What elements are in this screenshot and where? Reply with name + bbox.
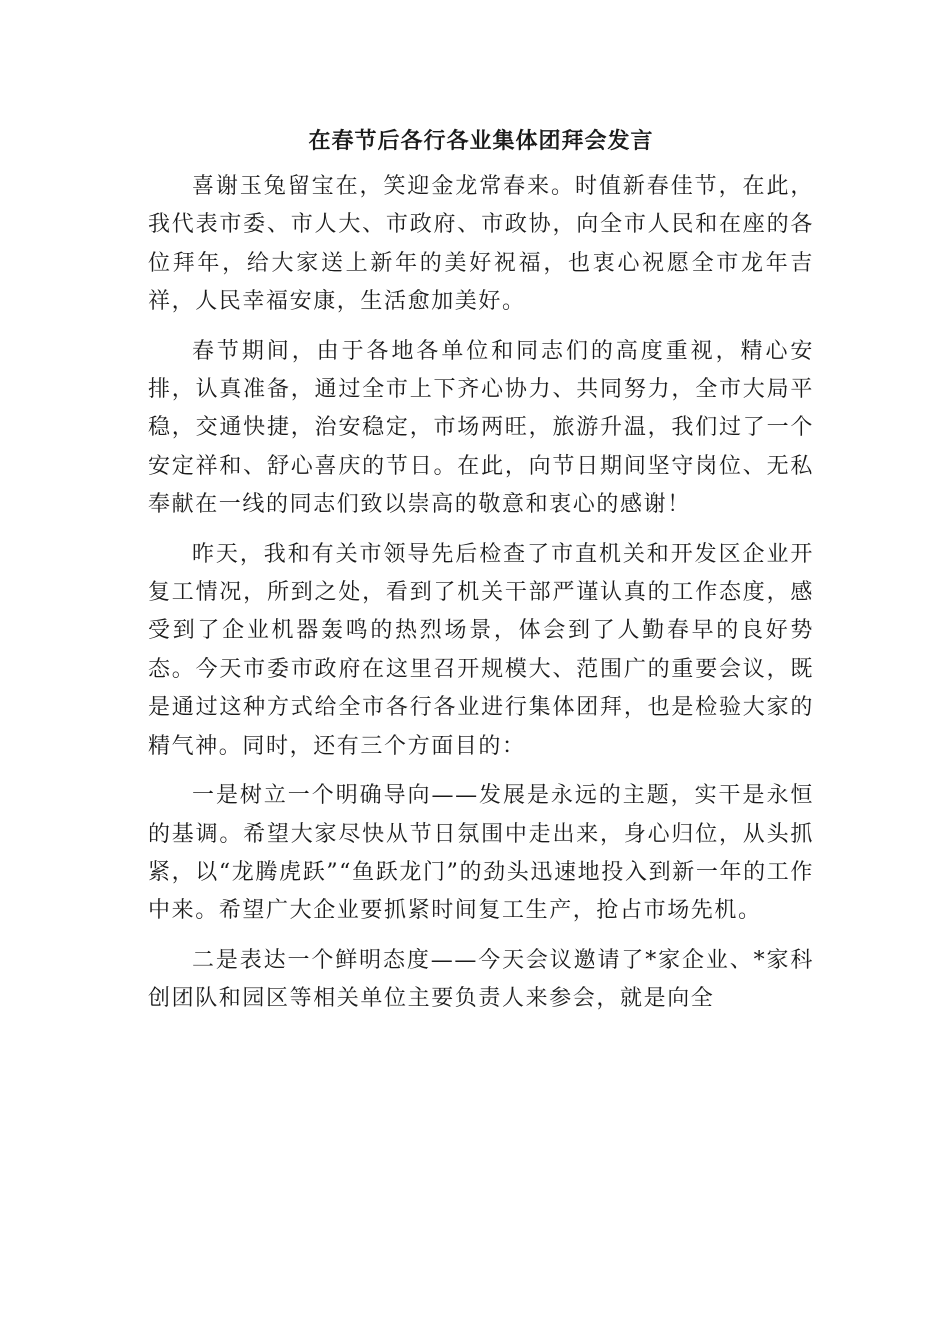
paragraph-inspection: 昨天，我和有关市领导先后检查了市直机关和开发区企业开复工情况，所到之处，看到了机关干部严谨认真的工作态度，感受到了企业机器轰鸣的热烈场景，体会到了人勤春早的良好势态。今天市委市政府在这里召开规模大、范围广的重要会议，既是通过这种方式给全市各行各业进行集体团拜，也是检验大家的精气神。同时，还有三个方面目的：	[148, 541, 814, 759]
paragraph-point-one: 一是树立一个明确导向——发展是永远的主题，实干是永恒的基调。希望大家尽快从节日氛围中走出来，身心归位，从头抓紧，以“龙腾虎跃”“鱼跃龙门”的劲头迅速地投入到新一年的工作中来。希望广大企业要抓紧时间复工生产，抢占市场先机。	[148, 783, 814, 924]
document-title: 在春节后各行各业集体团拜会发言	[308, 129, 654, 154]
paragraph-festival-review: 春节期间，由于各地各单位和同志们的高度重视，精心安排，认真准备，通过全市上下齐心协力、共同努力，全市大局平稳，交通快捷，治安稳定，市场两旺，旅游升温，我们过了一个安定祥和、舒心喜庆的节日。在此，向节日期间坚守岗位、无私奉献在一线的同志们致以崇高的敬意和衷心的感谢！	[148, 338, 814, 518]
document-body	[148, 126, 814, 1030]
paragraph-greeting: 喜谢玉兔留宝在，笑迎金龙常春来。时值新春佳节，在此，我代表市委、市人大、市政府、市政协，向全市人民和在座的各位拜年，给大家送上新年的美好祝福，也衷心祝愿全市龙年吉祥，人民幸福安康，生活愈加美好。	[148, 174, 814, 315]
paragraph-point-two: 二是表达一个鲜明态度——今天会议邀请了*家企业、*家科创团队和园区等相关单位主要负责人来参会，就是向全	[148, 947, 814, 1012]
